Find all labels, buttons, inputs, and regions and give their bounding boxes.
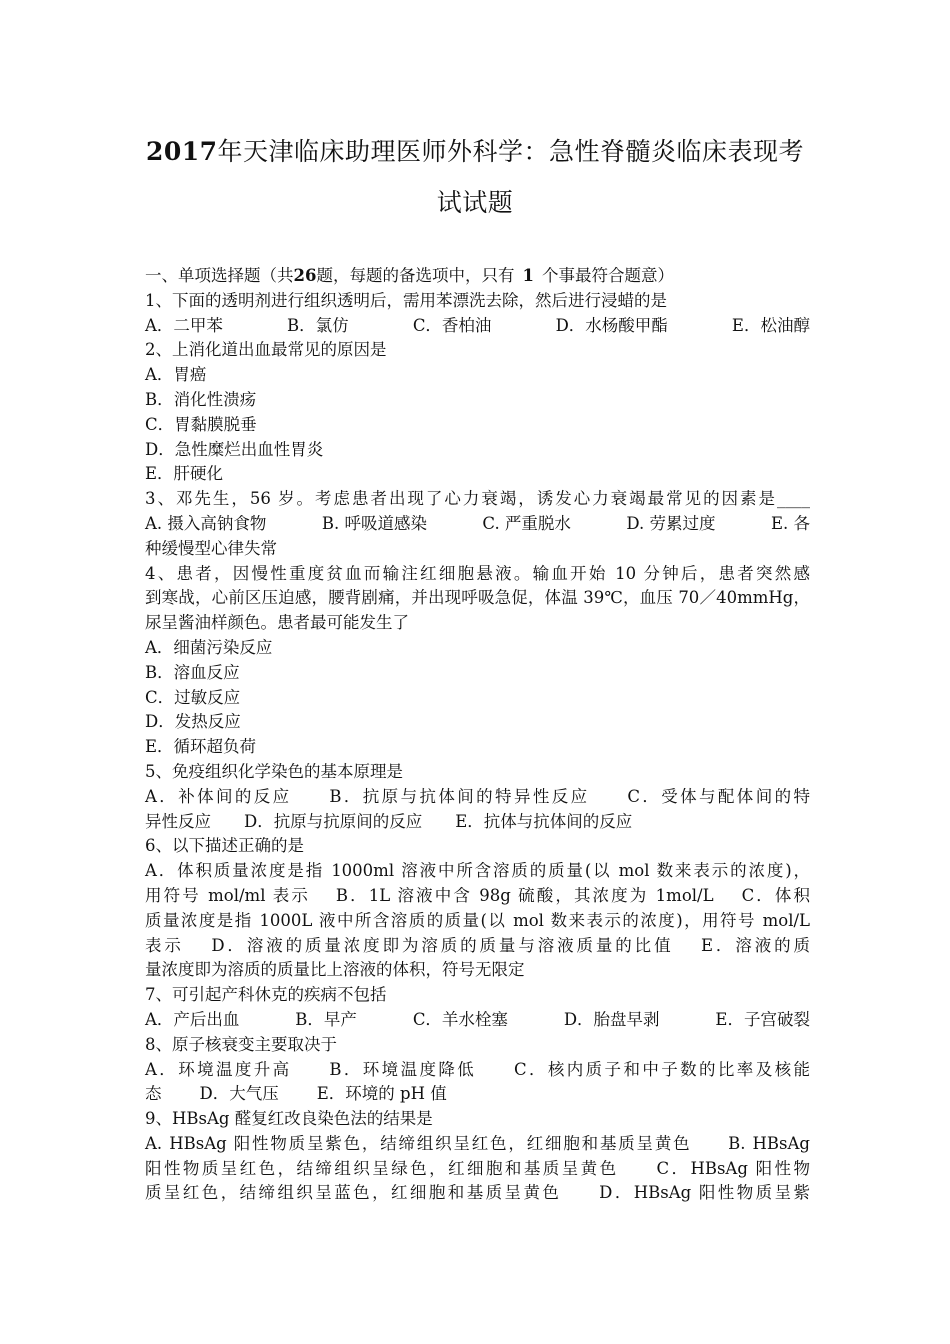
text-line: A. HBsAg 阳性物质呈紫色，结缔组织呈红色，红细胞和基质呈黄色 B. HBsAg	[145, 1133, 810, 1153]
option-text: E．松油醇	[731, 315, 810, 335]
text-line: 到寒战，心前区压迫感，腰背剧痛，并出现呼吸急促，体温 39℃，血压 70／40mmHg，	[145, 588, 810, 608]
option-row	[145, 1082, 810, 1107]
text-line: 尿呈酱油样颜色。患者最可能发生了	[145, 613, 409, 633]
text-line: 7、可引起产科休克的疾病不包括	[145, 985, 387, 1005]
text-line: 8、原子核衰变主要取决于	[145, 1034, 337, 1054]
text-line: 质呈红色，结缔组织呈蓝色，红细胞和基质呈黄色 D．HBsAg 阳性物质呈紫	[145, 1183, 810, 1203]
document-title-line-2: 试试题	[436, 188, 514, 217]
text-line: 用符号 mol/ml 表示 B．1L 溶液中含 98g 硫酸，其浓度为 1mol/L C．体积	[145, 885, 810, 905]
option-text: 态	[145, 1084, 162, 1104]
text-line: E．循环超负荷	[145, 737, 257, 757]
text-line: 2、上消化道出血最常见的原因是	[145, 340, 387, 360]
option-text: D．水杨酸甲酯	[555, 315, 668, 335]
option-text: B. 呼吸道感染	[321, 513, 427, 533]
text-line: D．发热反应	[145, 712, 241, 732]
option-text: A．二甲苯	[145, 315, 223, 335]
text-line: 量浓度即为溶质的质量比上溶液的体积，符号无限定	[145, 960, 525, 980]
option-text: B．氯仿	[287, 315, 349, 335]
option-row	[145, 512, 810, 537]
option-row	[145, 1008, 810, 1033]
option-text: C．羊水栓塞	[412, 1009, 508, 1029]
text-line: B．溶血反应	[145, 662, 240, 682]
text-line: B．消化性溃疡	[145, 389, 257, 409]
title-text: 年天津临床助理医师外科学：急性脊髓炎临床表现考	[217, 137, 805, 166]
option-text: A．产后出血	[145, 1009, 240, 1029]
option-text: D．大气压	[199, 1084, 279, 1104]
text-line: A．胃癌	[145, 365, 207, 385]
text-line: 4、患者，因慢性重度贫血而输注红细胞悬液。输血开始 10 分钟后，患者突然感	[145, 563, 810, 583]
text-line: 表示 D．溶液的质量浓度即为溶质的质量与溶液质量的比值 E．溶液的质	[145, 935, 810, 955]
option-text: E．子宫破裂	[715, 1009, 810, 1029]
text-line: 9、HBsAg 醛复红改良染色法的结果是	[145, 1109, 433, 1129]
title-year: 2017	[145, 137, 218, 166]
option-text: A. 摄入高钠食物	[145, 513, 267, 533]
option-row	[145, 314, 810, 339]
option-text: E. 各	[770, 513, 810, 533]
option-text: B．早产	[295, 1009, 357, 1029]
text-line: A．补体间的反应 B．抗原与抗体间的特异性反应 C．受体与配体间的特	[145, 786, 810, 806]
text-line: C．胃黏膜脱垂	[145, 414, 257, 434]
text-line: 异性反应 D．抗原与抗原间的反应 E．抗体与抗体间的反应	[145, 811, 633, 831]
text-line: 5、免疫组织化学染色的基本原理是	[145, 761, 403, 781]
text-line: 阳性物质呈红色，结缔组织呈绿色，红细胞和基质呈黄色 C．HBsAg 阳性物	[145, 1158, 810, 1178]
text-line: C．过敏反应	[145, 687, 241, 707]
text-line: D．急性糜烂出血性胃炎	[145, 439, 324, 459]
document-title-line-1	[120, 137, 830, 167]
text-line: 种缓慢型心律失常	[145, 538, 277, 558]
text-line: 3、邓先生，56 岁。考虑患者出现了心力衰竭，诱发心力衰竭最常见的因素是____	[145, 489, 810, 509]
option-text: C. 严重脱水	[482, 513, 571, 533]
question-list	[145, 264, 810, 1206]
text-line: 1、下面的透明剂进行组织透明后，需用苯漂洗去除，然后进行浸蜡的是	[145, 290, 667, 310]
option-text: C．香柏油	[412, 315, 492, 335]
option-text: D．胎盘早剥	[563, 1009, 660, 1029]
section-heading: 一、单项选择题（共26题，每题的备选项中，只有 1 个事最符合题意）	[145, 266, 674, 285]
text-line: 质量浓度是指 1000L 液中所含溶质的质量(以 mol 数来表示的浓度)，用符号 mol/L	[145, 910, 810, 930]
text-line: A．细菌污染反应	[145, 637, 273, 657]
option-text: D. 劳累过度	[626, 513, 716, 533]
text-line: 6、以下描述正确的是	[145, 836, 304, 856]
text-line: A．体积质量浓度是指 1000ml 溶液中所含溶质的质量(以 mol 数来表示的浓度)，	[145, 861, 810, 881]
option-text: E．环境的 pH 值	[316, 1084, 447, 1104]
text-line: E．肝硬化	[145, 464, 224, 484]
text-line: A．环境温度升高 B．环境温度降低 C．核内质子和中子数的比率及核能	[145, 1059, 810, 1079]
